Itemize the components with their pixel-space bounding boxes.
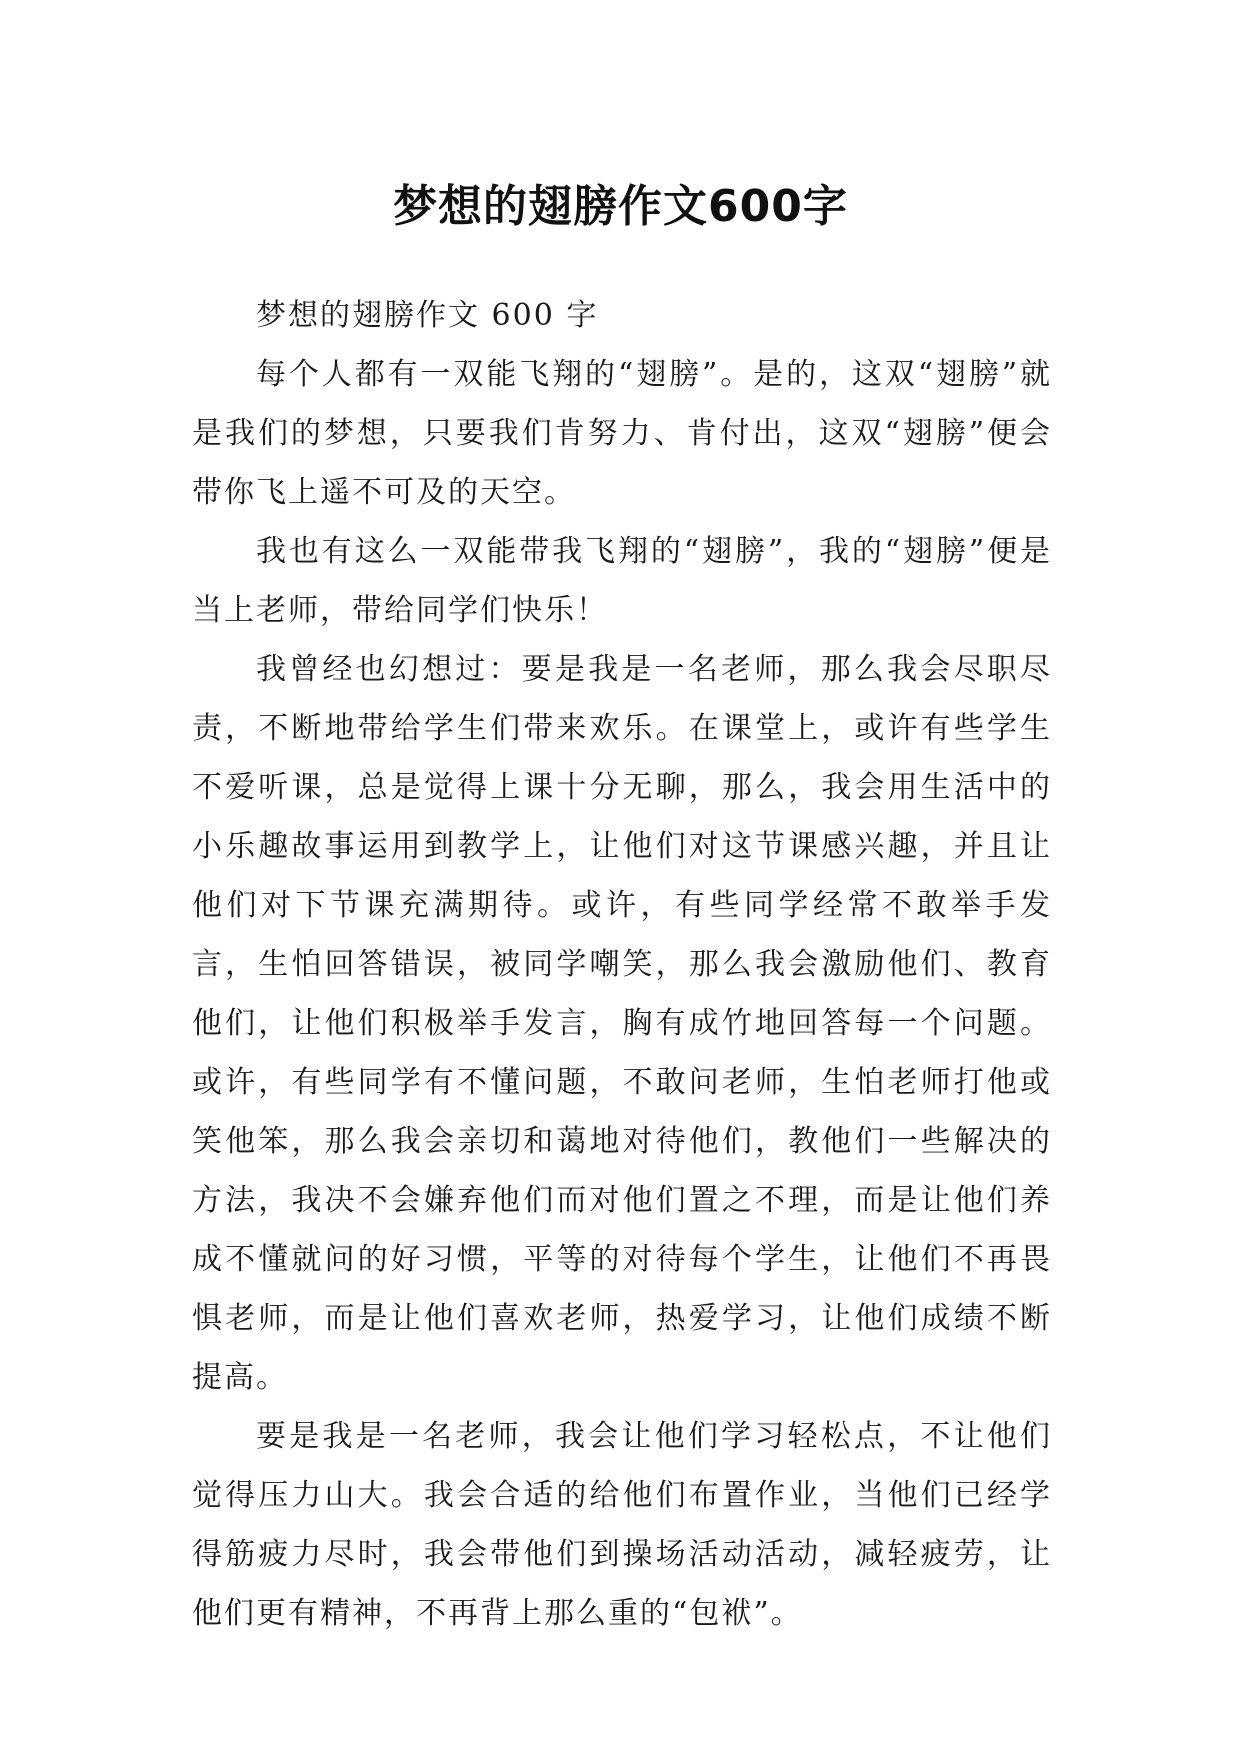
document-title: 梦想的翅膀作文600字	[393, 181, 848, 233]
document-body	[192, 286, 1052, 1643]
paragraph: 我曾经也幻想过：要是我是一名老师，那么我会尽职尽责，不断地带给学生们带来欢乐。在课堂上，或许有些学生不爱听课，总是觉得上课十分无聊，那么，我会用生活中的小乐趣故事运用到教学上，让他们对这节课感兴趣，并且让他们对下节课充满期待。或许，有些同学经常不敢举手发言，生怕回答错误，被同学嘲笑，那么我会激励他们、教育他们，让他们积极举手发言，胸有成竹地回答每一个问题。或许，有些同学有不懂问题，不敢问老师，生怕老师打他或笑他笨，那么我会亲切和蔼地对待他们，教他们一些解决的方法，我决不会嫌弃他们而对他们置之不理，而是让他们养成不懂就问的好习惯，平等的对待每个学生，让他们不再畏惧老师，而是让他们喜欢老师，热爱学习，让他们成绩不断提高。	[192, 652, 1052, 1395]
paragraph: 我也有这么一双能带我飞翔的“翅膀”，我的“翅膀”便是当上老师，带给同学们快乐！	[192, 534, 1052, 628]
paragraph-subtitle: 梦想的翅膀作文 600 字	[256, 298, 599, 333]
paragraph: 要是我是一名老师，我会让他们学习轻松点，不让他们觉得压力山大。我会合适的给他们布置作业，当他们已经学得筋疲力尽时，我会带他们到操场活动活动，减轻疲劳，让他们更有精神，不再背上那么重的“包袱”。	[192, 1419, 1052, 1631]
paragraph: 每个人都有一双能飞翔的“翅膀”。是的，这双“翅膀”就是我们的梦想，只要我们肯努力、肯付出，这双“翅膀”便会带你飞上遥不可及的天空。	[192, 357, 1052, 510]
